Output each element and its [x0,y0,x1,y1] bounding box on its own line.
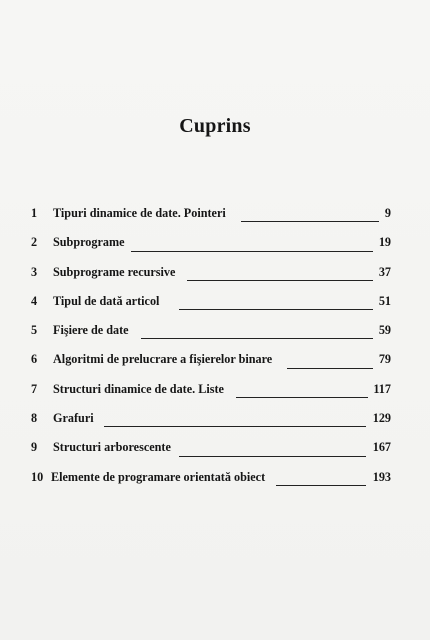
toc-entry [31,350,391,379]
page-number: 193 [372,469,391,484]
leader-line [287,368,373,369]
leader-line [179,309,373,310]
chapter-title: Tipul de dată articol [53,293,160,308]
leader-line [241,221,379,222]
leader-line [141,338,373,339]
leader-line [276,485,366,486]
leader-line [104,426,366,427]
table-of-contents [31,204,391,497]
toc-entry [31,263,391,292]
chapter-title: Fişiere de date [53,323,129,338]
page-number: 19 [378,235,391,250]
page-number: 37 [378,264,391,279]
leader-line [236,397,368,398]
chapter-number: 1 [31,206,38,220]
toc-entry [31,321,391,350]
page-title: Cuprins [179,115,251,137]
chapter-title: Subprograme [53,235,125,250]
toc-entry [31,204,391,233]
chapter-title: Algoritmi de prelucrare a fişierelor binare [53,352,273,367]
page-number: 59 [378,323,391,338]
chapter-title: Grafuri [53,411,94,426]
chapter-title: Structuri arborescente [53,440,171,455]
page-number: 79 [378,352,391,367]
chapter-title: Elemente de programare orientată obiect [51,469,266,484]
toc-entry [31,380,391,409]
toc-entry [31,438,391,467]
chapter-number: 3 [31,264,38,279]
leader-line [187,280,373,281]
page-number: 117 [373,381,391,396]
chapter-number: 7 [31,381,38,396]
leader-line [131,251,373,252]
chapter-title: Structuri dinamice de date. Liste [53,381,224,396]
leader-line [179,456,366,457]
chapter-number: 5 [31,323,38,338]
chapter-title: Tipuri dinamice de date. Pointeri [53,206,226,220]
chapter-number: 6 [31,352,38,367]
toc-entry [31,292,391,321]
chapter-number: 2 [31,235,38,250]
toc-entry [31,409,391,438]
toc-entry [31,233,391,262]
page-number: 167 [372,440,391,455]
chapter-number: 10 [31,469,44,484]
page-number: 51 [378,293,391,308]
toc-entry [31,468,391,497]
chapter-title: Subprograme recursive [53,264,176,279]
chapter-number: 9 [31,440,38,455]
page-number: 9 [384,206,391,220]
chapter-number: 4 [31,293,38,308]
chapter-number: 8 [31,411,38,426]
page-number: 129 [372,411,391,426]
